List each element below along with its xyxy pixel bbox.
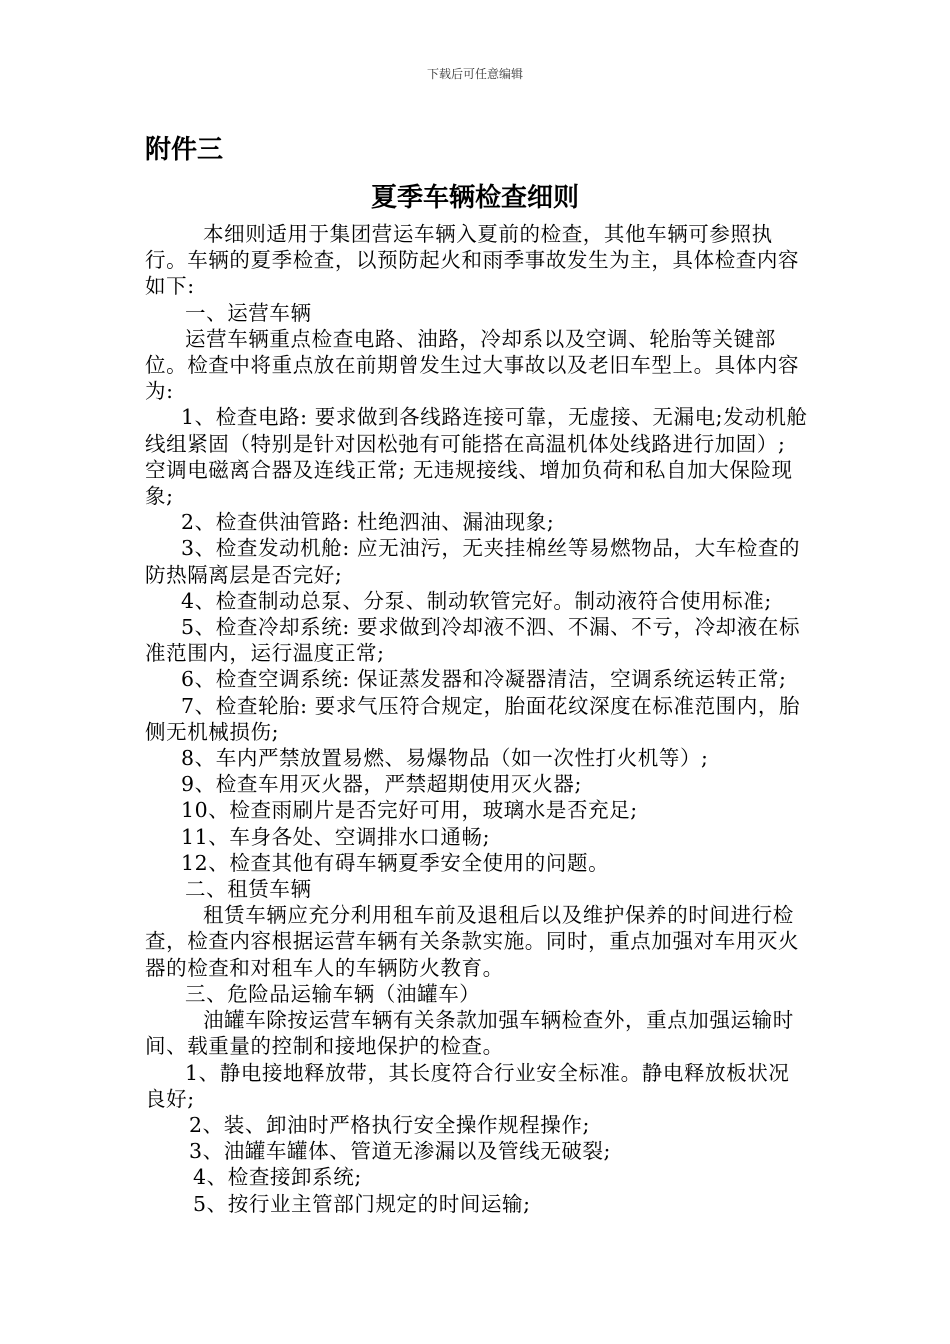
list-item: 10、检查雨刷片是否完好可用，玻璃水是否充足; — [181, 798, 638, 823]
list-item: 7、检查轮胎: 要求气压符合规定，胎面花纹深度在标准范围内，胎侧无机械损伤; — [145, 693, 801, 744]
section-paragraph: 运营车辆重点检查电路、油路，冷却系以及空调、轮胎等关键部位。检查中将重点放在前期曾发生过大事故以及老旧车型上。具体内容为: — [145, 326, 800, 404]
intro-paragraph: 本细则适用于集团营运车辆入夏前的检查，其他车辆可参照执行。车辆的夏季检查，以预防起火和雨季事故发生为主，具体检查内容如下: — [145, 222, 800, 299]
section-heading-operating-vehicles: 一、运营车辆 — [185, 300, 312, 325]
list-item: 9、检查车用灭火器，严禁超期使用灭火器; — [181, 772, 582, 797]
list-item: 12、检查其他有碍车辆夏季安全使用的问题。 — [181, 850, 610, 875]
list-item: 3、检查发动机舱: 应无油污，无夹挂棉丝等易燃物品，大车检查的防热隔离层是否完好; — [145, 536, 801, 587]
section-heading-hazmat-vehicles: 三、危险品运输车辆（油罐车） — [185, 981, 481, 1006]
list-item: 4、检查制动总泵、分泵、制动软管完好。制动液符合使用标准; — [181, 588, 772, 613]
list-item: 8、车内严禁放置易燃、易爆物品（如一次性打火机等）; — [181, 746, 709, 771]
list-item: 11、车身各处、空调排水口通畅; — [181, 824, 491, 849]
list-item: 1、静电接地释放带，其长度符合行业安全标准。静电释放板状况良好; — [145, 1060, 790, 1111]
document-title: 夏季车辆检查细则 — [370, 183, 579, 213]
list-item: 2、装、卸油时严格执行安全操作规程操作; — [189, 1112, 590, 1137]
list-item: 1、检查电路: 要求做到各线路连接可靠，无虚接、无漏电;发动机舱线组紧固（特别是针对因松弛有可能搭在高温机体处线路进行加固）; 空调电磁离合器及连线正常; 无违规接线、增加负荷和私自加大保险现象; — [145, 405, 808, 509]
list-item: 5、按行业主管部门规定的时间运输; — [193, 1191, 531, 1216]
document-body — [145, 221, 810, 1217]
list-item: 4、检查接卸系统; — [193, 1165, 362, 1190]
list-item: 3、油罐车罐体、管道无渗漏以及管线无破裂; — [189, 1139, 612, 1164]
list-item: 5、检查冷却系统: 要求做到冷却液不泗、不漏、不亏，冷却液在标准范围内，运行温度正常; — [145, 615, 801, 666]
list-item: 2、检查供油管路: 杜绝泗油、漏油现象; — [181, 510, 555, 535]
section-paragraph: 油罐车除按运营车辆有关条款加强车辆检查外，重点加强运输时间、载重量的控制和接地保护的检查。 — [145, 1008, 794, 1059]
attachment-label: 附件三 — [145, 135, 224, 165]
section-paragraph: 租赁车辆应充分利用租车前及退租后以及维护保养的时间进行检查，检查内容根据运营车辆有关条款实施。同时，重点加强对车用灭火器的检查和对租车人的车辆防火教育。 — [145, 903, 800, 980]
list-item: 6、检查空调系统: 保证蒸发器和冷凝器清洁，空调系统运转正常; — [181, 667, 787, 692]
page-header-note: 下载后可任意编辑 — [426, 67, 523, 81]
section-heading-rental-vehicles: 二、租赁车辆 — [185, 877, 312, 902]
